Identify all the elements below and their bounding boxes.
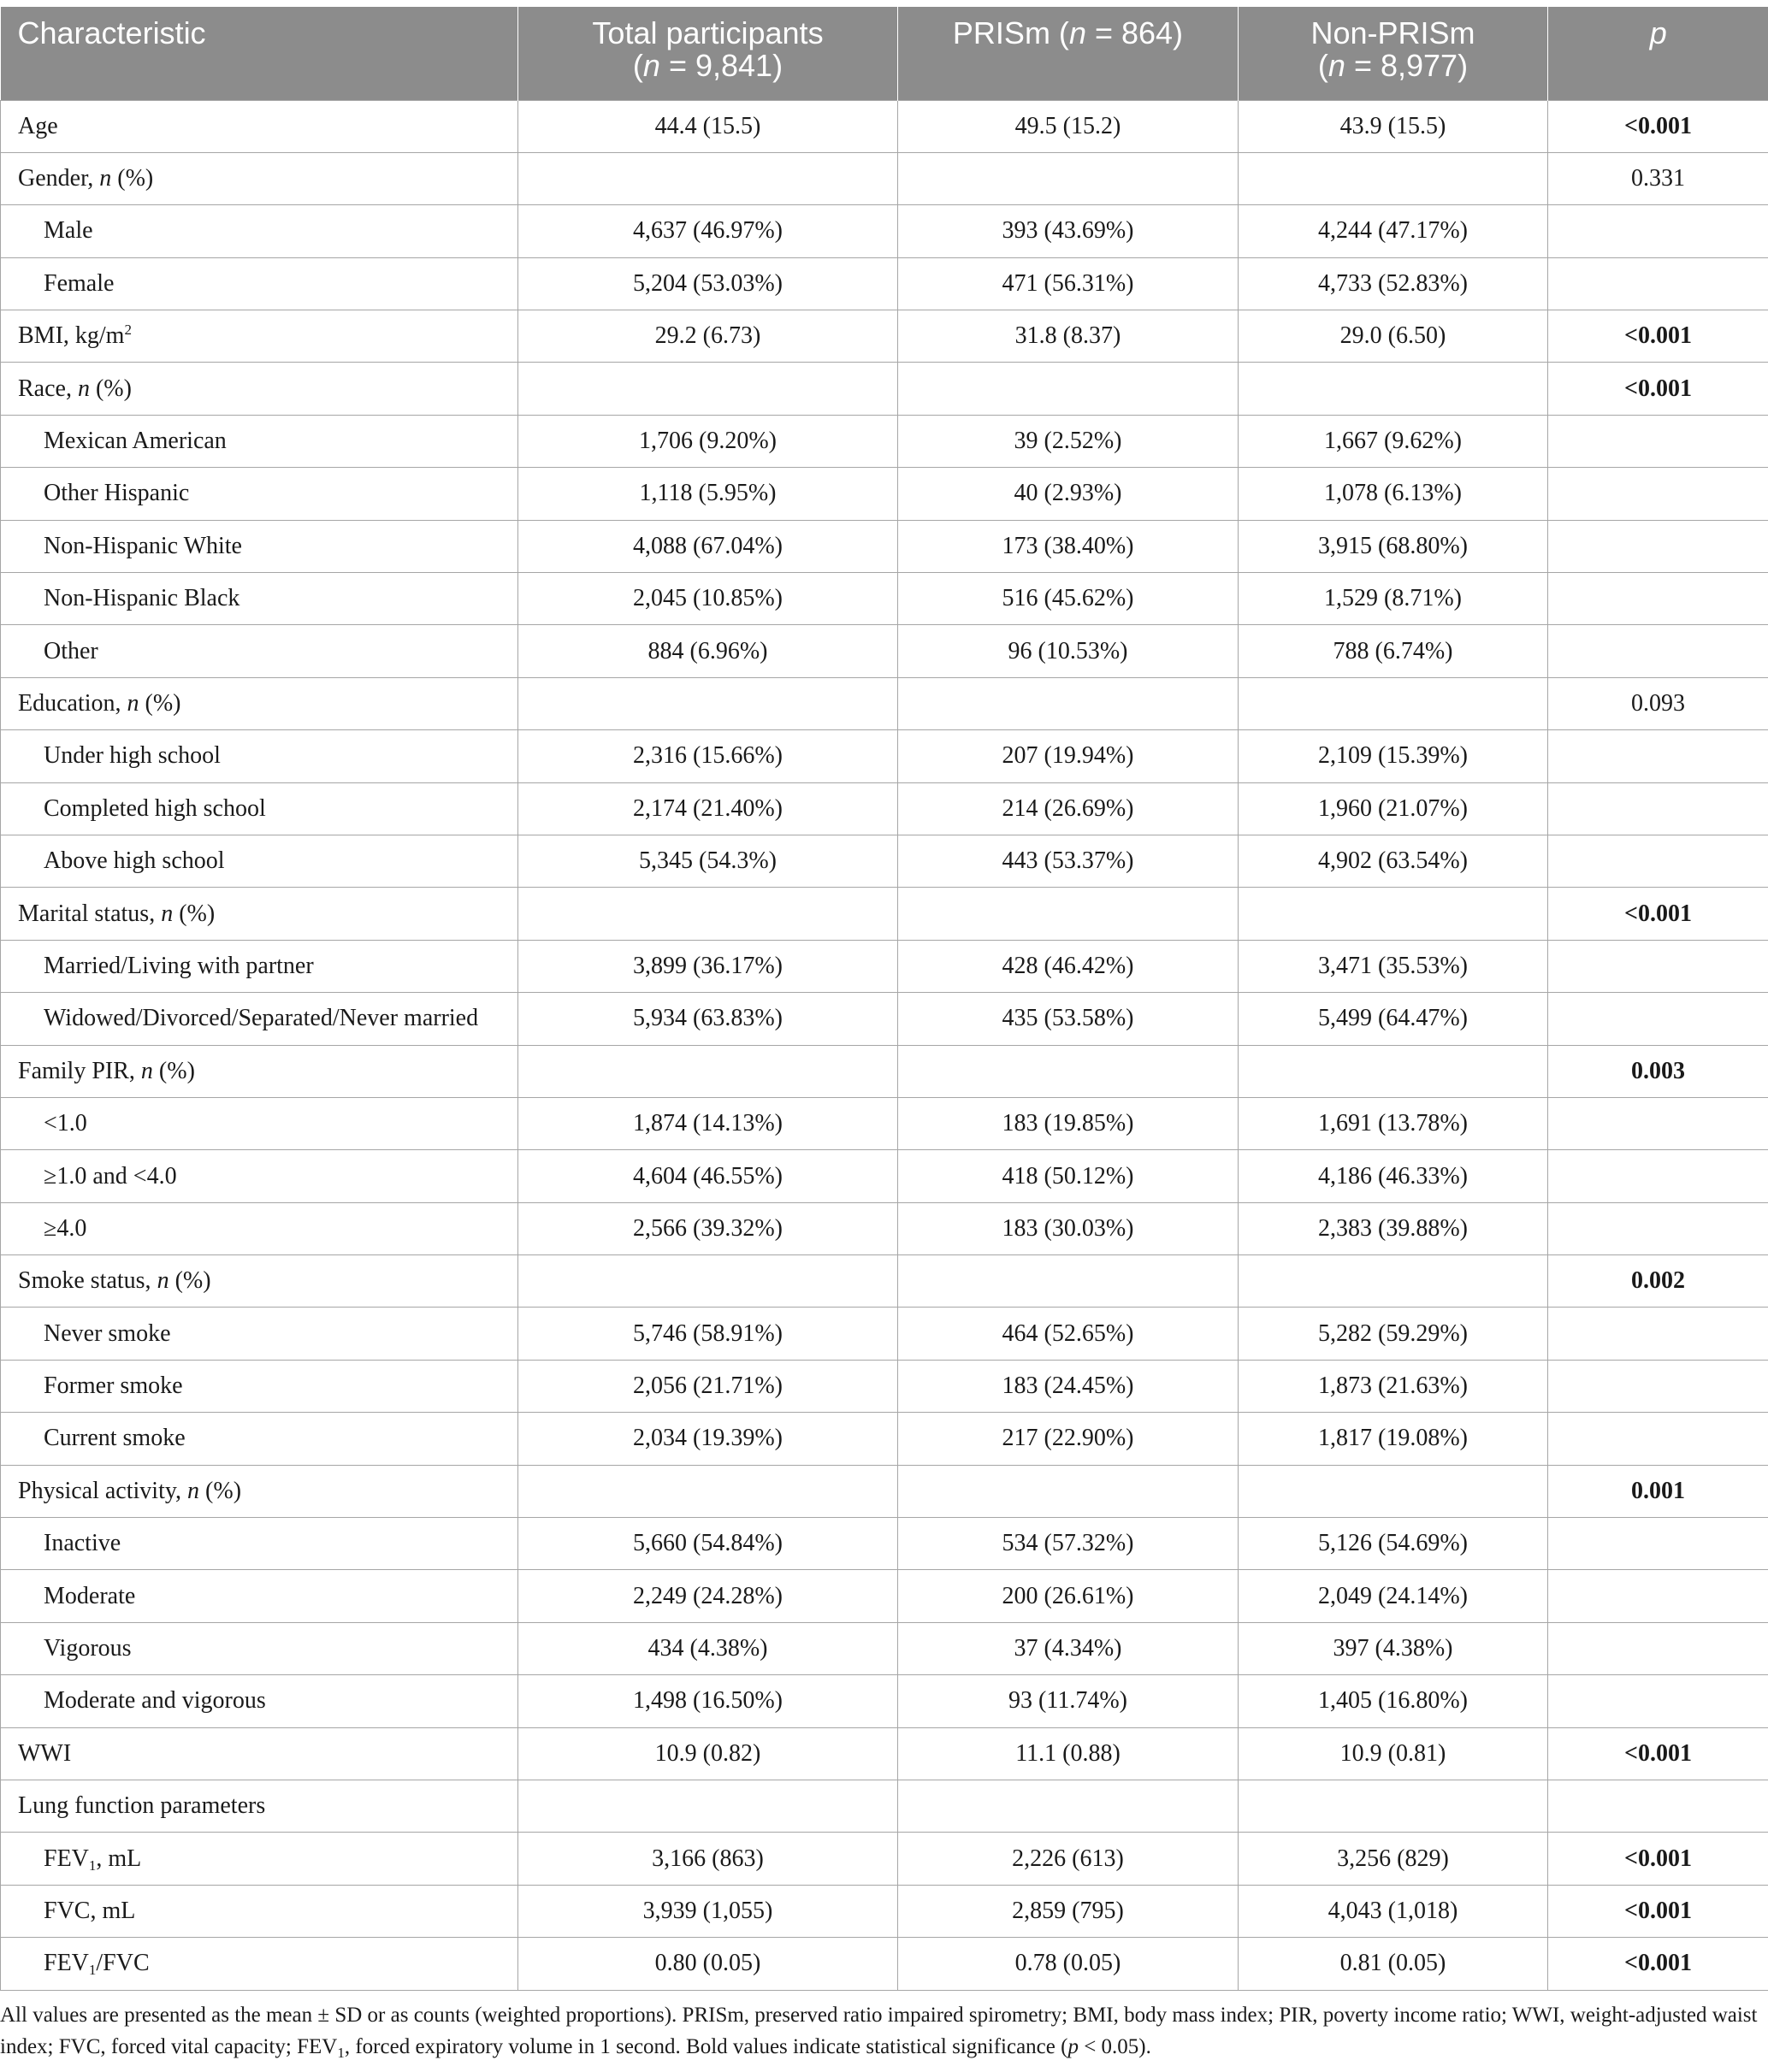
total-cell: 2,316 (15.66%) [518,730,898,782]
total-cell [518,152,898,204]
prism-cell [898,888,1239,940]
table-row [1,1255,1768,1308]
header-non-prism [1239,7,1548,100]
row-label: Family PIR, n (%) [1,1045,518,1097]
p-value-cell: 0.093 [1548,677,1768,729]
prism-cell: 516 (45.62%) [898,573,1239,625]
row-label: FVC, mL [1,1885,518,1937]
non-prism-cell: 2,109 (15.39%) [1239,730,1548,782]
total-cell: 2,249 (24.28%) [518,1570,898,1622]
row-label: <1.0 [1,1097,518,1149]
table-row [1,468,1768,520]
header-prism: PRISm (n = 864) [898,7,1239,100]
prism-cell: 2,226 (613) [898,1833,1239,1885]
row-label: Male [1,205,518,257]
total-cell: 3,939 (1,055) [518,1885,898,1937]
prism-cell: 214 (26.69%) [898,782,1239,835]
p-value-cell [1548,1675,1768,1727]
total-cell: 4,088 (67.04%) [518,520,898,572]
prism-cell: 93 (11.74%) [898,1675,1239,1727]
table-row [1,1938,1768,1990]
table-row [1,1150,1768,1202]
non-prism-cell: 5,282 (59.29%) [1239,1308,1548,1360]
row-label: Non-Hispanic White [1,520,518,572]
row-label: Age [1,100,518,152]
table-row [1,363,1768,415]
prism-cell: 217 (22.90%) [898,1413,1239,1465]
p-value-cell [1548,468,1768,520]
table-row [1,573,1768,625]
header-total-n: (n = 9,841) [632,48,783,83]
row-label: Gender, n (%) [1,152,518,204]
total-cell: 1,706 (9.20%) [518,415,898,467]
total-cell [518,1255,898,1308]
total-cell: 5,660 (54.84%) [518,1518,898,1570]
total-cell: 4,637 (46.97%) [518,205,898,257]
total-cell: 2,034 (19.39%) [518,1413,898,1465]
prism-cell: 534 (57.32%) [898,1518,1239,1570]
prism-cell: 183 (30.03%) [898,1202,1239,1254]
non-prism-cell: 788 (6.74%) [1239,625,1548,677]
row-label: ≥1.0 and <4.0 [1,1150,518,1202]
non-prism-cell: 1,817 (19.08%) [1239,1413,1548,1465]
non-prism-cell: 5,499 (64.47%) [1239,993,1548,1045]
prism-cell: 418 (50.12%) [898,1150,1239,1202]
total-cell: 4,604 (46.55%) [518,1150,898,1202]
header-total-label: Total participants [592,15,824,50]
row-label: WWI [1,1727,518,1780]
total-cell [518,1780,898,1833]
p-value-cell [1548,257,1768,310]
table-row [1,310,1768,363]
non-prism-cell [1239,1045,1548,1097]
table-row [1,1780,1768,1833]
prism-cell: 428 (46.42%) [898,940,1239,992]
table-header [1,7,1768,100]
prism-cell: 96 (10.53%) [898,625,1239,677]
row-label: Marital status, n (%) [1,888,518,940]
prism-cell [898,1780,1239,1833]
non-prism-cell [1239,363,1548,415]
table-row [1,835,1768,887]
row-label: Physical activity, n (%) [1,1465,518,1517]
prism-cell: 464 (52.65%) [898,1308,1239,1360]
non-prism-cell: 29.0 (6.50) [1239,310,1548,363]
table-row [1,677,1768,729]
p-value-cell [1548,730,1768,782]
prism-cell [898,363,1239,415]
prism-cell: 471 (56.31%) [898,257,1239,310]
non-prism-cell [1239,888,1548,940]
table-row [1,993,1768,1045]
p-value-cell [1548,993,1768,1045]
non-prism-cell: 1,873 (21.63%) [1239,1360,1548,1412]
table-row [1,1675,1768,1727]
prism-cell: 183 (24.45%) [898,1360,1239,1412]
table-row [1,1045,1768,1097]
header-nonprism-n: (n = 8,977) [1317,48,1469,83]
total-cell [518,1465,898,1517]
header-total-participants [518,7,898,100]
p-value-cell: <0.001 [1548,1833,1768,1885]
table-row [1,1360,1768,1412]
non-prism-cell: 3,256 (829) [1239,1833,1548,1885]
total-cell: 44.4 (15.5) [518,100,898,152]
p-value-cell [1548,1202,1768,1254]
table-row [1,152,1768,204]
total-cell: 5,204 (53.03%) [518,257,898,310]
p-value-cell: 0.003 [1548,1045,1768,1097]
prism-cell: 393 (43.69%) [898,205,1239,257]
p-value-cell: 0.001 [1548,1465,1768,1517]
characteristics-table [0,7,1768,1991]
p-value-cell [1548,1413,1768,1465]
total-cell: 29.2 (6.73) [518,310,898,363]
p-value-cell: <0.001 [1548,888,1768,940]
non-prism-cell: 5,126 (54.69%) [1239,1518,1548,1570]
prism-cell [898,152,1239,204]
table-row [1,730,1768,782]
non-prism-cell: 3,471 (35.53%) [1239,940,1548,992]
p-value-cell [1548,1570,1768,1622]
row-label: Married/Living with partner [1,940,518,992]
non-prism-cell: 10.9 (0.81) [1239,1727,1548,1780]
header-p-value: p [1548,7,1768,100]
non-prism-cell [1239,1255,1548,1308]
p-value-cell [1548,1518,1768,1570]
table-footnote: All values are presented as the mean ± SD or as counts (weighted proportions). PRISm, preserved ratio impaired spirometry; BMI, body mass index; PIR, poverty income ratio; WWI, weight-adjusted waist index; FVC, forced vital capacity; $FEV_1$, forced expiratory volume in 1 second. Bold values indicate statistical significance (p < 0.05). [0,2004,1758,2061]
p-value-cell [1548,1308,1768,1360]
row-label: Other Hispanic [1,468,518,520]
table-row [1,520,1768,572]
total-cell [518,1045,898,1097]
table-row [1,625,1768,677]
table-row [1,1097,1768,1149]
total-cell [518,677,898,729]
prism-cell: 173 (38.40%) [898,520,1239,572]
prism-cell: 31.8 (8.37) [898,310,1239,363]
prism-cell [898,1045,1239,1097]
total-cell [518,888,898,940]
total-cell: 3,166 (863) [518,1833,898,1885]
row-label: Completed high school [1,782,518,835]
non-prism-cell: 4,902 (63.54%) [1239,835,1548,887]
total-cell: 2,045 (10.85%) [518,573,898,625]
prism-cell: 37 (4.34%) [898,1622,1239,1674]
p-value-cell [1548,205,1768,257]
prism-cell: 200 (26.61%) [898,1570,1239,1622]
total-cell: 5,345 (54.3%) [518,835,898,887]
table-row [1,1413,1768,1465]
prism-cell: 11.1 (0.88) [898,1727,1239,1780]
row-label: BMI, $kg/m^2$ [1,310,518,363]
total-cell: 5,746 (58.91%) [518,1308,898,1360]
table-row [1,782,1768,835]
prism-cell [898,1255,1239,1308]
prism-cell: 207 (19.94%) [898,730,1239,782]
p-value-cell: 0.331 [1548,152,1768,204]
row-label: Female [1,257,518,310]
p-value-cell [1548,835,1768,887]
non-prism-cell: 1,667 (9.62%) [1239,415,1548,467]
p-value-cell: 0.002 [1548,1255,1768,1308]
non-prism-cell: 2,049 (24.14%) [1239,1570,1548,1622]
header-row [1,7,1768,100]
table-row [1,1202,1768,1254]
prism-cell: 40 (2.93%) [898,468,1239,520]
row-label: ≥4.0 [1,1202,518,1254]
total-cell: 2,056 (21.71%) [518,1360,898,1412]
prism-cell [898,677,1239,729]
row-label: Inactive [1,1518,518,1570]
table-row [1,1622,1768,1674]
p-value-cell [1548,1097,1768,1149]
row-label: Current smoke [1,1413,518,1465]
non-prism-cell: 2,383 (39.88%) [1239,1202,1548,1254]
p-value-cell: <0.001 [1548,1885,1768,1937]
total-cell: 10.9 (0.82) [518,1727,898,1780]
non-prism-cell: 0.81 (0.05) [1239,1938,1548,1990]
p-value-cell: <0.001 [1548,1727,1768,1780]
non-prism-cell: 1,405 (16.80%) [1239,1675,1548,1727]
non-prism-cell: 4,244 (47.17%) [1239,205,1548,257]
non-prism-cell: 397 (4.38%) [1239,1622,1548,1674]
row-label: Mexican American [1,415,518,467]
non-prism-cell: 4,733 (52.83%) [1239,257,1548,310]
row-label: Widowed/Divorced/Separated/Never married [1,993,518,1045]
total-cell: 5,934 (63.83%) [518,993,898,1045]
row-label: Never smoke [1,1308,518,1360]
row-label: Moderate and vigorous [1,1675,518,1727]
prism-cell: 2,859 (795) [898,1885,1239,1937]
table-row [1,1885,1768,1937]
prism-cell [898,1465,1239,1517]
prism-cell: 0.78 (0.05) [898,1938,1239,1990]
table-row [1,1518,1768,1570]
total-cell: 1,874 (14.13%) [518,1097,898,1149]
total-cell [518,363,898,415]
p-value-cell [1548,782,1768,835]
p-value-cell: <0.001 [1548,363,1768,415]
row-label: $FEV_1$/FVC [1,1938,518,1990]
row-label: $FEV_1$, mL [1,1833,518,1885]
p-value-cell [1548,573,1768,625]
non-prism-cell: 1,529 (8.71%) [1239,573,1548,625]
total-cell: 2,566 (39.32%) [518,1202,898,1254]
p-value-cell [1548,625,1768,677]
p-value-cell [1548,1360,1768,1412]
prism-cell: 183 (19.85%) [898,1097,1239,1149]
total-cell: 0.80 (0.05) [518,1938,898,1990]
row-label: Other [1,625,518,677]
p-value-cell [1548,520,1768,572]
table-row [1,888,1768,940]
row-label: Education, n (%) [1,677,518,729]
table-body [1,100,1768,1990]
p-value-cell [1548,1780,1768,1833]
prism-cell: 39 (2.52%) [898,415,1239,467]
total-cell: 2,174 (21.40%) [518,782,898,835]
p-value-cell [1548,1150,1768,1202]
non-prism-cell: 3,915 (68.80%) [1239,520,1548,572]
non-prism-cell [1239,152,1548,204]
non-prism-cell [1239,677,1548,729]
table-row [1,940,1768,992]
p-value-cell: <0.001 [1548,310,1768,363]
row-label: Former smoke [1,1360,518,1412]
p-value-cell: <0.001 [1548,1938,1768,1990]
prism-cell: 435 (53.58%) [898,993,1239,1045]
total-cell: 1,498 (16.50%) [518,1675,898,1727]
table-row [1,1833,1768,1885]
non-prism-cell [1239,1465,1548,1517]
table-row [1,415,1768,467]
row-label: Moderate [1,1570,518,1622]
non-prism-cell: 4,043 (1,018) [1239,1885,1548,1937]
row-label: Smoke status, n (%) [1,1255,518,1308]
row-label: Under high school [1,730,518,782]
header-nonprism-label: Non-PRISm [1310,15,1475,50]
total-cell: 3,899 (36.17%) [518,940,898,992]
total-cell: 884 (6.96%) [518,625,898,677]
table-row [1,100,1768,152]
row-label: Above high school [1,835,518,887]
non-prism-cell: 1,960 (21.07%) [1239,782,1548,835]
table-row [1,1570,1768,1622]
p-value-cell: <0.001 [1548,100,1768,152]
non-prism-cell: 43.9 (15.5) [1239,100,1548,152]
header-characteristic: Characteristic [1,7,518,100]
non-prism-cell [1239,1780,1548,1833]
total-cell: 434 (4.38%) [518,1622,898,1674]
non-prism-cell: 1,691 (13.78%) [1239,1097,1548,1149]
non-prism-cell: 1,078 (6.13%) [1239,468,1548,520]
table-row [1,1465,1768,1517]
row-label: Race, n (%) [1,363,518,415]
row-label: Lung function parameters [1,1780,518,1833]
row-label: Non-Hispanic Black [1,573,518,625]
non-prism-cell: 4,186 (46.33%) [1239,1150,1548,1202]
row-label: Vigorous [1,1622,518,1674]
p-value-cell [1548,1622,1768,1674]
table-row [1,257,1768,310]
p-value-cell [1548,940,1768,992]
prism-cell: 49.5 (15.2) [898,100,1239,152]
table-row [1,1308,1768,1360]
prism-cell: 443 (53.37%) [898,835,1239,887]
table-row [1,1727,1768,1780]
p-value-cell [1548,415,1768,467]
total-cell: 1,118 (5.95%) [518,468,898,520]
table-row [1,205,1768,257]
